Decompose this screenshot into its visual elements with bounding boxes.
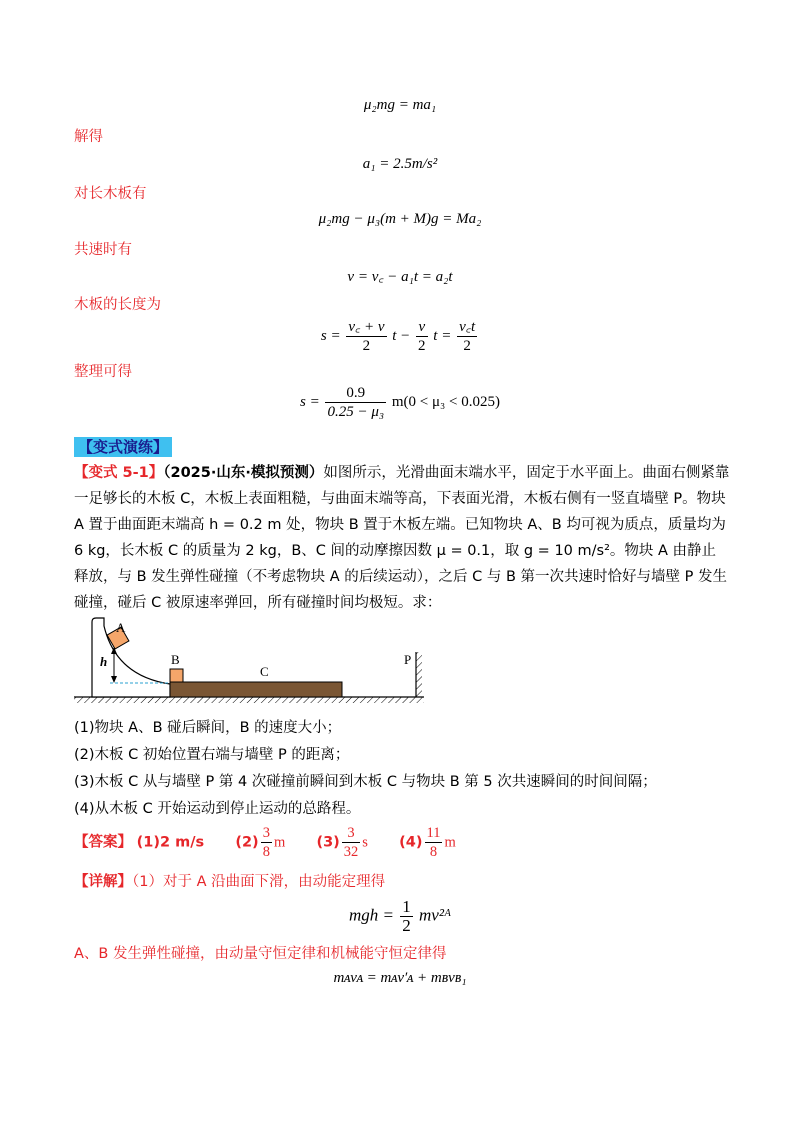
answer-1: (1)2 m/s [136,834,205,851]
text-common-speed: 共速时有 [74,242,132,258]
text-simplify: 整理可得 [74,364,132,380]
answer-3-fraction: $\frac{3}{32}$ [343,825,359,860]
board-c [170,682,342,697]
equation-board: μ₂mg − μ₃(m + M)g = Ma₂ [318,211,482,227]
equation-energy: mgh = $\frac{1}{2}$ mv²ᴬ [349,897,451,935]
equation-common-speed: v = v꜀ − a₁t = a₂t [347,269,453,285]
equation-s-result: s = $\frac{0.9}{\text{0.25 − μ₃}}$ m(0 < μ₃ < 0.025) [300,385,500,420]
detail-tag: 【详解】 [74,874,132,890]
text-jiede: 解得 [74,129,103,145]
question-1: (1)物块 A、B 碰后瞬间，B 的速度大小； [74,720,342,736]
answer-row: 【答案】 (1)2 m/s (2) $\frac{3}{8}$ m (3) $\frac{3}{32}$ s (4) $\frac{11}{8}$ m [74,825,456,860]
answer-tag: 【答案】 [74,834,132,851]
block-b [170,669,183,682]
problem-body: 如图所示，光滑曲面末端水平，固定于水平面上。曲面右侧紧靠一足够长的木板 C，木板上表面粗糙，与曲面末端等高，下表面光滑，木板右侧有一竖直墙壁 P。物块 A 置于曲面距末端高 h = 0.2 m 处，物块 B 置于木板左端。已知物块 A、B 均可视为质点，质量均为 6 kg，长木板 C 的质量为 2 kg，B、C 间的动摩擦因数 μ = 0.1，取 g = 10 m/s²。物块 A 由静止释放，与 B 发生弹性碰撞（不考虑物块 A 的后续运动），之后 C 与 B 第一次共速时恰好与墙壁 P 发生碰撞，碰后 C 被原速率弹回，所有碰撞时间均极短。求： [74,465,730,611]
equation-momentum: mᴀvᴀ = mᴀv′ᴀ + mʙvʙ₁ [333,970,467,986]
text-board-length: 木板的长度为 [74,297,161,313]
physics-figure [74,614,434,708]
equation-length: s = $\frac{v꜀ + v}{2}$ t − $\frac{v}{2}$ t = $\frac{v꜀t}{2}$ [320,319,476,354]
answer-2-fraction: $\frac{3}{8}$ [262,825,270,860]
variant-tag: 【变式 5-1】 [74,465,164,481]
label-c: C [260,664,269,679]
section-tag: 【变式演练】 [74,437,172,457]
text-board: 对长木板有 [74,186,147,202]
problem-paragraph [74,460,730,616]
answer-3-prefix: (3) [316,834,340,851]
equation-friction-accel: μ₂mg = ma₁ [363,97,437,113]
question-3: (3)木板 C 从与墙壁 P 第 4 次碰撞前瞬间到木板 C 与物块 B 第 5 次共速瞬间的时间间隔； [74,774,657,790]
answer-4-fraction: $\frac{11}{8}$ [426,825,441,860]
section-header [74,436,172,457]
label-h: h [100,654,108,669]
label-a: A [116,620,126,635]
equation-a1: a₁ = 2.5m/s² [362,156,438,172]
label-b: B [171,652,180,667]
answer-4-prefix: (4) [399,834,423,851]
ground-hatch [74,697,424,703]
answer-2-prefix: (2) [235,834,259,851]
label-p: P [404,652,412,667]
detail-line-1: 【详解】（1）对于 A 沿曲面下滑，由动能定理得 [74,874,386,890]
question-4: (4)从木板 C 开始运动到停止运动的总路程。 [74,801,361,817]
question-2: (2)木板 C 初始位置右端与墙壁 P 的距离； [74,747,350,763]
wall-hatch [416,652,422,697]
detail-line-2: A、B 发生弹性碰撞，由动量守恒定律和机械能守恒定律得 [74,946,447,962]
problem-source: （2025·山东·模拟预测） [163,465,324,481]
